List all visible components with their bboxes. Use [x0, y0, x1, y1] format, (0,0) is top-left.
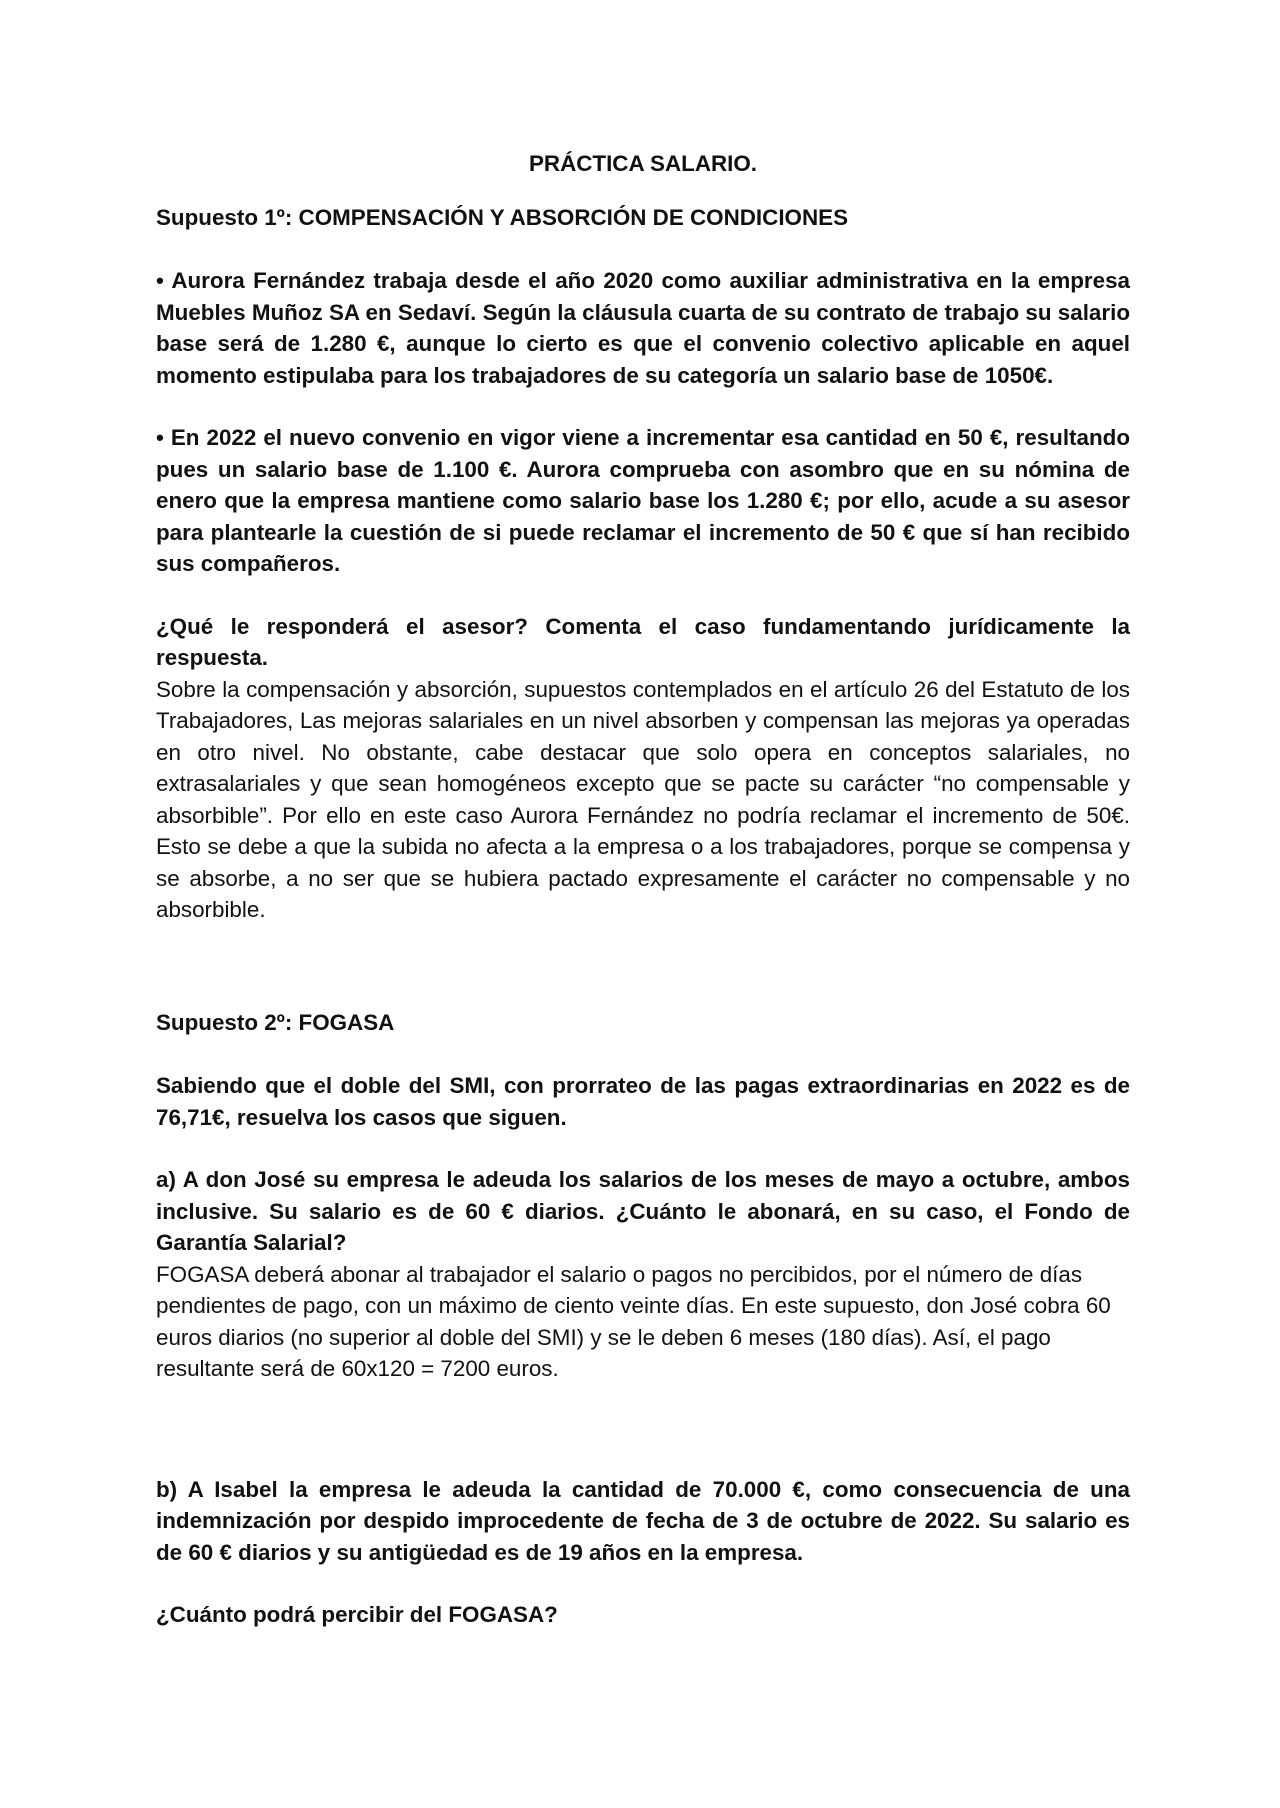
page-title: PRÁCTICA SALARIO.	[528, 151, 758, 176]
supuesto-1-heading: Supuesto 1º: COMPENSACIÓN Y ABSORCIÓN DE CONDICIONES	[156, 204, 848, 230]
case-b-statement: b) A Isabel la empresa le adeuda la cantidad de 70.000 €, como consecuencia de una indemnización por despido improcedente de fecha de 3 de octubre de 2022. Su salario es de 60 € diarios y su antigüedad es de 19 años en la empresa.	[156, 1476, 1130, 1565]
supuesto-1-answer: Sobre la compensación y absorción, supuestos contemplados en el artículo 26 del Estatuto de los Trabajadores, Las mejoras salariales en un nivel absorben y compensan las mejoras ya operadas en otro nivel. No obstante, cabe destacar que solo opera en conceptos salariales, no extrasalariales y que sean homogéneos excepto que se pacte su carácter “no compensable y absorbible”. Por ello en este caso Aurora Fernández no podría reclamar el incremento de 50€. Esto se debe a que la subida no afecta a la empresa o a los trabajadores, porque se compensa y se absorbe, a no ser que se hubiera pactado expresamente el carácter no compensable y no absorbible.	[156, 676, 1130, 922]
case-spacer	[156, 1416, 1130, 1474]
supuesto-2-heading: Supuesto 2º: FOGASA	[156, 1009, 395, 1035]
case-b-question: ¿Cuánto podrá percibir del FOGASA?	[156, 1602, 558, 1627]
supuesto-1-question: ¿Qué le responderá el asesor? Comenta el caso fundamentando jurídicamente la respuesta.	[156, 613, 1130, 670]
section-spacer	[156, 957, 1130, 1007]
supuesto-2-intro: Sabiendo que el doble del SMI, con prorrateo de las pagas extraordinarias en 2022 es de 76,71€, resuelva los casos que siguen.	[156, 1073, 1130, 1130]
case-a-answer: FOGASA deberá abonar al trabajador el salario o pagos no percibidos, por el número de días pendientes de pago, con un máximo de ciento veinte días. En este supuesto, don José cobra 60 euros diarios (no superior al doble del SMI) y se le deben 6 meses (180 días). Así, el pago resultante será de 60x120 = 7200 euros.	[156, 1261, 1111, 1381]
supuesto-1-bullet-1: • Aurora Fernández trabaja desde el año 2020 como auxiliar administrativa en la empresa Muebles Muñoz SA en Sedaví. Según la cláusula cuarta de su contrato de trabajo su salario base será de 1.280 €, aunque lo cierto es que el convenio colectivo aplicable en aquel momento estipulaba para los trabajadores de su categoría un salario base de 1050€.	[156, 268, 1130, 388]
case-a-question: a) A don José su empresa le adeuda los salarios de los meses de mayo a octubre, ambos inclusive. Su salario es de 60 € diarios. ¿Cuánto le abonará, en su caso, el Fondo de Garantía Salarial?	[156, 1167, 1130, 1255]
supuesto-1-bullet-2: • En 2022 el nuevo convenio en vigor viene a incrementar esa cantidad en 50 €, resultando pues un salario base de 1.100 €. Aurora comprueba con asombro que en su nómina de enero que la empresa mantiene como salario base los 1.280 €; por ello, acude a su asesor para plantearle la cuestión de si puede reclamar el incremento de 50 € que sí han recibido sus compañeros.	[156, 425, 1130, 576]
